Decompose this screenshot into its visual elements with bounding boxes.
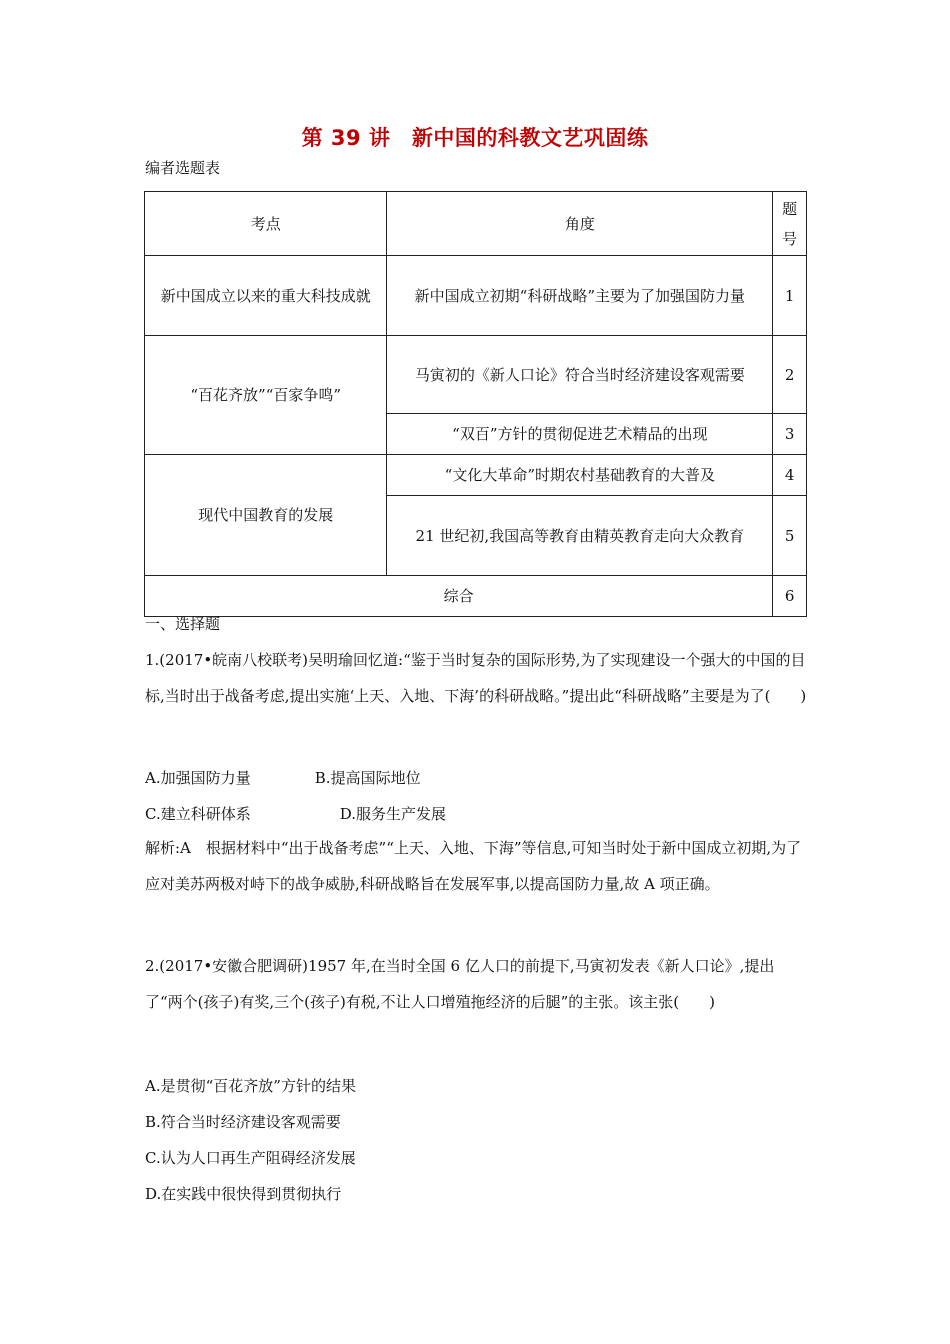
topic-cell: 现代中国教育的发展	[145, 455, 387, 576]
option-a: A.加强国防力量	[145, 769, 251, 787]
question-2-option-c: C.认为人口再生产阻碍经济发展	[145, 1149, 356, 1167]
option-b: B.提高国际地位	[314, 769, 421, 787]
table-summary-row	[145, 576, 807, 617]
question-1-analysis: 解析:A 根据材料中“出于战备考虑”“上天、入地、下海”等信息,可知当时处于新中国成立初期,为了应对美苏两极对峙下的战争威胁,科研战略旨在发展军事,以提高国防力量,故 A 项正确。	[145, 839, 802, 893]
angle-cell: 21 世纪初,我国高等教育由精英教育走向大众教育	[387, 496, 773, 576]
section-heading: 一、选择题	[145, 615, 221, 633]
angle-cell: “双百”方针的贯彻促进艺术精品的出现	[387, 414, 773, 455]
header-angle: 角度	[387, 192, 773, 256]
number-cell: 3	[773, 414, 807, 455]
number-cell: 1	[773, 256, 807, 336]
question-2-option-a: A.是贯彻“百花齐放”方针的结果	[145, 1077, 356, 1095]
topic-selection-table	[144, 191, 807, 617]
angle-cell: “文化大革命”时期农村基础教育的大普及	[387, 455, 773, 496]
number-cell: 4	[773, 455, 807, 496]
question-1-stem: 1.(2017•皖南八校联考)吴明瑜回忆道:“鉴于当时复杂的国际形势,为了实现建设一个强大的中国的目标,当时出于战备考虑,提出实施‘上天、入地、下海’的科研战略。”提出此“科研战略”主要是为了( )	[145, 651, 807, 705]
summary-label: 综合	[145, 576, 773, 617]
question-2-option-b: B.符合当时经济建设客观需要	[145, 1113, 341, 1131]
number-cell: 6	[773, 576, 807, 617]
table-header-row	[145, 192, 807, 256]
question-1-options-row-2	[145, 803, 446, 824]
option-d: D.服务生产发展	[339, 805, 447, 823]
number-cell: 5	[773, 496, 807, 576]
question-2-stem: 2.(2017•安徽合肥调研)1957 年,在当时全国 6 亿人口的前提下,马寅初发表《新人口论》,提出了“两个(孩子)有奖,三个(孩子)有税,不让人口增殖拖经济的后腿”的主张。该主张( )	[145, 957, 775, 1011]
table-row	[145, 455, 807, 496]
header-number: 题 号	[773, 192, 807, 256]
option-c: C.建立科研体系	[145, 805, 251, 823]
topic-cell: 新中国成立以来的重大科技成就	[145, 256, 387, 336]
number-cell: 2	[773, 336, 807, 414]
page-title: 第 39 讲 新中国的科教文艺巩固练	[301, 126, 649, 150]
table-caption: 编者选题表	[145, 159, 221, 177]
topic-cell: “百花齐放”“百家争鸣”	[145, 336, 387, 455]
angle-cell: 新中国成立初期“科研战略”主要为了加强国防力量	[387, 256, 773, 336]
question-1-options-row-1	[145, 767, 421, 788]
table-row	[145, 256, 807, 336]
angle-cell: 马寅初的《新人口论》符合当时经济建设客观需要	[387, 336, 773, 414]
header-topic: 考点	[145, 192, 387, 256]
question-2-option-d: D.在实践中很快得到贯彻执行	[145, 1185, 342, 1203]
table-row	[145, 336, 807, 414]
